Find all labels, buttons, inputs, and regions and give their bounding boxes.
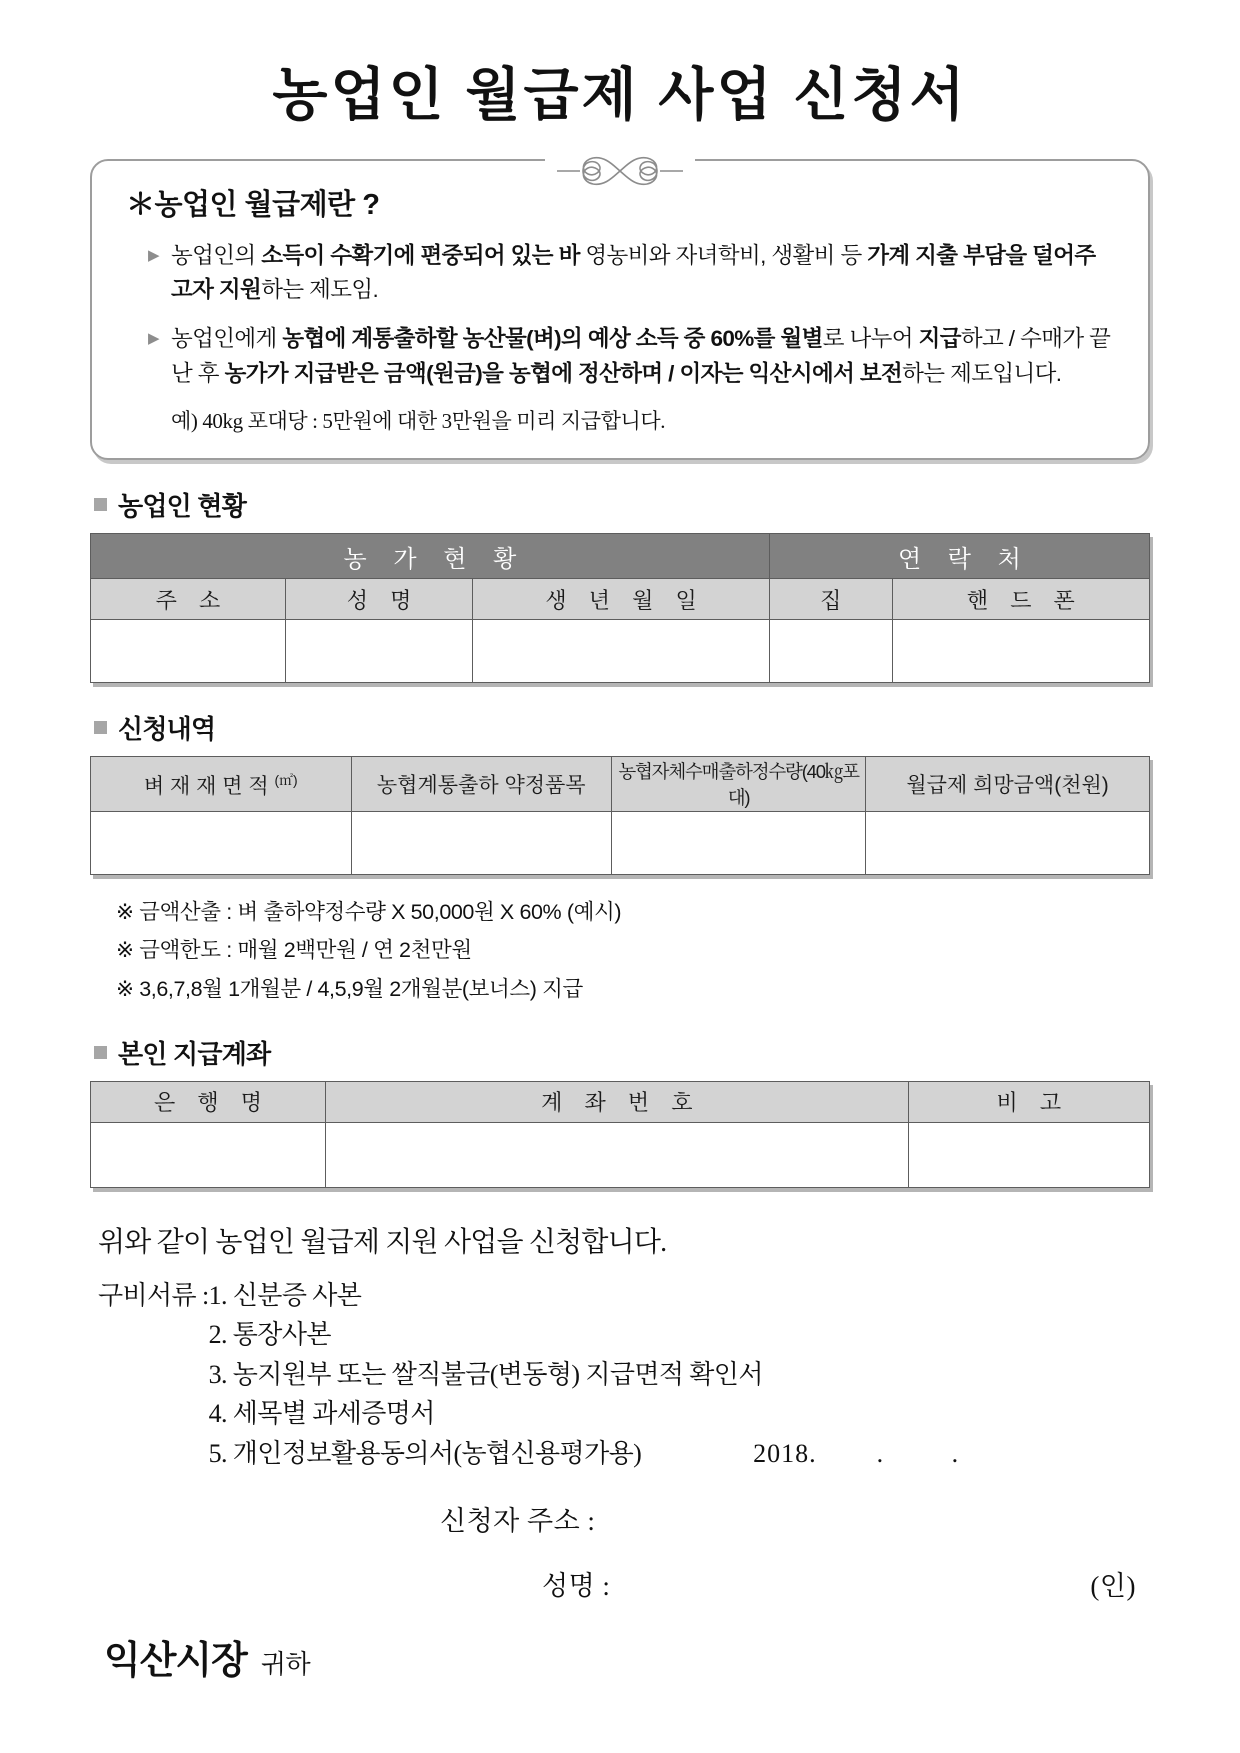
section-label: 본인 지급계좌 bbox=[118, 1038, 271, 1069]
application-detail-table bbox=[90, 756, 1150, 875]
column-header-home-phone: 집 bbox=[769, 579, 892, 620]
note-payment-schedule: ※ 3,6,7,8월 1개월분 / 4,5,9월 2개월분(보너스) 지급 bbox=[116, 976, 583, 1001]
field-purchase-quantity[interactable] bbox=[612, 812, 866, 875]
seal-mark: (인) bbox=[1090, 1571, 1136, 1602]
triangle-bullet-icon: ▶ bbox=[148, 330, 160, 348]
section-heading-application-detail bbox=[94, 709, 1150, 746]
column-header-name: 성 명 bbox=[285, 579, 472, 620]
note-amount-limit: ※ 금액한도 : 매월 2백만원 / 연 2천만원 bbox=[116, 938, 472, 963]
info-bullet-text-1: 농업인에게 농협에 계통출하할 농산물(벼)의 예상 소득 중 60%를 월별로 나누어 지급하고 / 수매가 끝난 후 농가가 지급받은 금액(원금)을 농협에 정산하며 / 이자는 익산시에서 보전하는 제도입니다. bbox=[171, 326, 1111, 386]
document-item: 5. 개인정보활용동의서(농협신용평가용) bbox=[208, 1438, 642, 1468]
table-header-row bbox=[91, 757, 1150, 812]
column-header-purchase-quantity: 농협자체수매출하정수량(40㎏포대) bbox=[612, 757, 866, 812]
document-item: 4. 세목별 과세증명서 bbox=[208, 1399, 435, 1429]
required-documents-label: 구비서류 : bbox=[98, 1280, 209, 1310]
section-heading-payment-account bbox=[94, 1034, 1150, 1071]
field-name[interactable] bbox=[285, 620, 472, 683]
field-mobile-phone[interactable] bbox=[892, 620, 1149, 683]
column-header-account-number: 계 좌 번 호 bbox=[326, 1081, 908, 1122]
field-account-number[interactable] bbox=[326, 1122, 908, 1187]
table-row bbox=[91, 812, 1150, 875]
payment-account-table bbox=[90, 1081, 1150, 1188]
ornament-container bbox=[90, 149, 1150, 179]
info-box-heading: ＊농업인 월급제란 ? bbox=[126, 189, 380, 222]
document-item: 1. 신분증 사본 bbox=[208, 1280, 362, 1310]
table-row bbox=[91, 620, 1150, 683]
applicant-address-row bbox=[90, 1499, 1150, 1538]
group-header-contact: 연 락 처 bbox=[769, 534, 1149, 579]
table-header-row bbox=[91, 579, 1150, 620]
section-label: 신청내역 bbox=[118, 714, 216, 745]
field-remarks[interactable] bbox=[908, 1122, 1149, 1187]
signature-block bbox=[90, 1499, 1150, 1684]
column-header-birthdate: 생 년 월 일 bbox=[473, 579, 770, 620]
note-amount-calculation: ※ 금액산출 : 벼 출하약정수량 X 50,000원 X 60% (예시) bbox=[116, 900, 622, 925]
column-header-desired-amount: 월급제 희망금액(천원) bbox=[866, 757, 1150, 812]
program-info-box bbox=[90, 159, 1150, 460]
calculation-notes bbox=[116, 893, 1150, 1008]
field-contract-item[interactable] bbox=[351, 812, 612, 875]
square-bullet-icon bbox=[94, 721, 107, 734]
farmer-status-table bbox=[90, 533, 1150, 683]
applicant-name-row bbox=[90, 1564, 1150, 1603]
square-bullet-icon bbox=[94, 498, 107, 511]
decorative-flourish-icon bbox=[545, 151, 695, 191]
field-address[interactable] bbox=[91, 620, 286, 683]
applicant-address-label[interactable]: 신청자 주소 : bbox=[440, 1506, 596, 1537]
recipient-honorific: 귀하 bbox=[260, 1649, 311, 1680]
column-header-address: 주 소 bbox=[91, 579, 286, 620]
application-date[interactable]: 2018. . . bbox=[753, 1438, 960, 1468]
table-row bbox=[91, 1122, 1150, 1187]
section-label: 농업인 현황 bbox=[118, 491, 247, 522]
recipient-title: 익산시장 bbox=[104, 1640, 247, 1683]
info-bullet-text-0: 농업인의 소득이 수확기에 편중되어 있는 바 영농비와 자녀학비, 생활비 등 가계 지출 부담을 덜어주고자 지원하는 제도임. bbox=[171, 242, 1096, 303]
section-heading-farmer-status bbox=[94, 486, 1150, 523]
document-item: 2. 통장사본 bbox=[208, 1320, 331, 1350]
column-header-bank-name: 은 행 명 bbox=[91, 1081, 326, 1122]
info-bullet-item bbox=[126, 322, 1114, 390]
field-rice-area[interactable] bbox=[91, 812, 352, 875]
column-header-rice-area: 벼 재 재 면 적 (㎡) bbox=[91, 757, 352, 812]
info-example-text: 예) 40kg 포대당 : 5만원에 대한 3만원을 미리 지급합니다. bbox=[171, 408, 666, 433]
recipient-row bbox=[104, 1629, 1150, 1684]
triangle-bullet-icon: ▶ bbox=[148, 246, 160, 264]
closing-statement: 위와 같이 농업인 월급제 지원 사업을 신청합니다. bbox=[98, 1226, 667, 1258]
document-item: 3. 농지원부 또는 쌀직불금(변동형) 지급면적 확인서 bbox=[208, 1359, 763, 1389]
required-documents bbox=[98, 1276, 1150, 1474]
group-header-farm-status: 농 가 현 황 bbox=[91, 534, 770, 579]
field-birthdate[interactable] bbox=[473, 620, 770, 683]
square-bullet-icon bbox=[94, 1046, 107, 1059]
info-bullet-item bbox=[126, 239, 1114, 307]
table-group-header-row bbox=[91, 534, 1150, 579]
field-desired-amount[interactable] bbox=[866, 812, 1150, 875]
page-title: 농업인 월급제 사업 신청서 bbox=[272, 63, 968, 127]
column-header-mobile-phone: 핸 드 폰 bbox=[892, 579, 1149, 620]
field-bank-name[interactable] bbox=[91, 1122, 326, 1187]
table-header-row bbox=[91, 1081, 1150, 1122]
column-header-contract-item: 농협계통출하 약정품목 bbox=[351, 757, 612, 812]
column-header-remarks: 비 고 bbox=[908, 1081, 1149, 1122]
applicant-name-label[interactable]: 성명 : bbox=[542, 1571, 611, 1602]
field-home-phone[interactable] bbox=[769, 620, 892, 683]
